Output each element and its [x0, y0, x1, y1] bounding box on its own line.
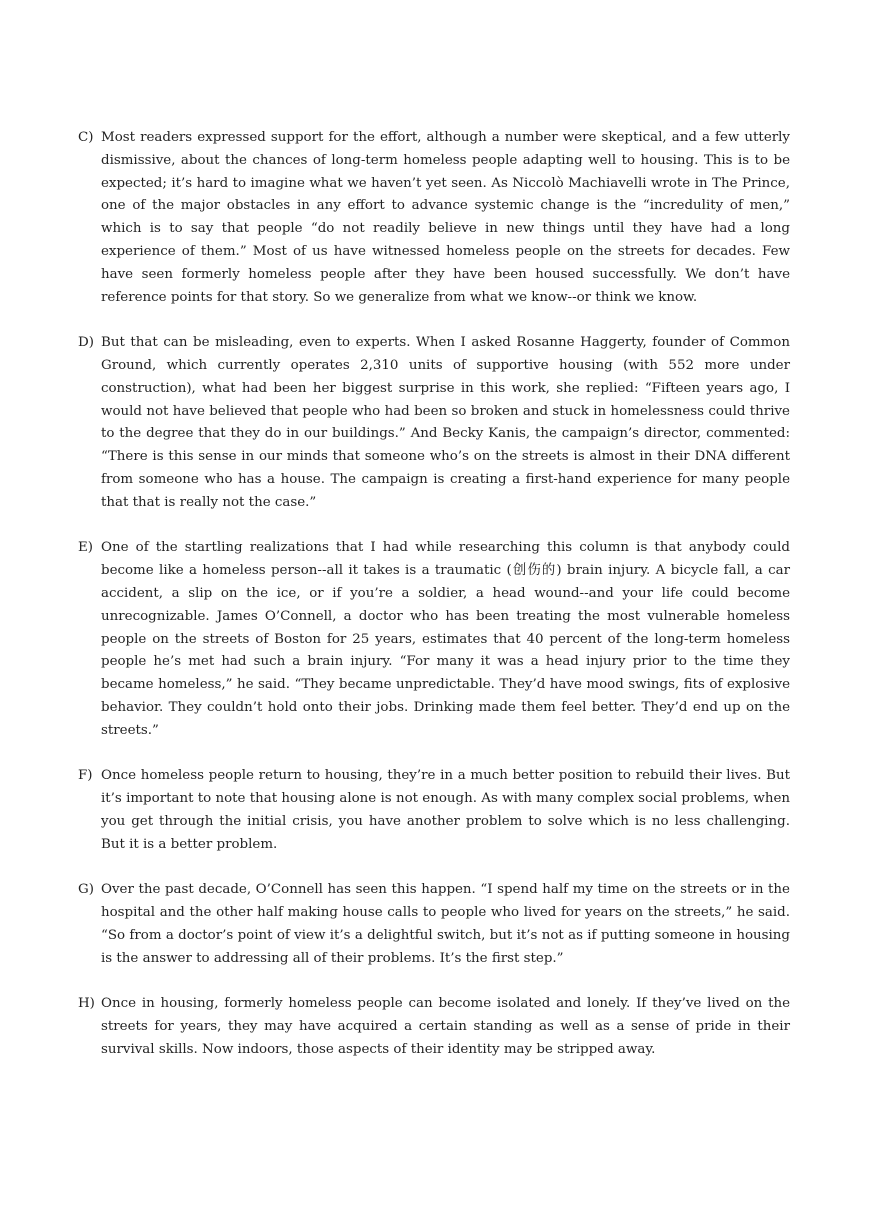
paragraph-text: But that can be misleading, even to experts. When I asked Rosanne Haggerty, founder of Common Ground, which currently operates 2,310 units of supportive housing (with 552 more under construction), what had been her biggest surprise in this work, she replied: “Fifteen years ago, I would not have believed that people who had been so broken and stuck in homelessness could thrive to the degree that they do in our buildings.” And Becky Kanis, the campaign’s director, commented: “There is this sense in our minds that someone who’s on the streets is almost in their DNA different from someone who has a house. The campaign is creating a first-hand experience for many people that that is really not the case.”: [101, 335, 790, 510]
paragraph-h: [78, 993, 790, 1061]
paragraph-label: D): [78, 335, 94, 351]
paragraph-text: Once in housing, formerly homeless people can become isolated and lonely. If they’ve lived on the streets for years, they may have acquired a certain standing as well as a sense of pride in their survival skills. Now indoors, those aspects of their identity may be stripped away.: [101, 996, 790, 1057]
paragraph-text: Once homeless people return to housing, they’re in a much better position to rebuild their lives. But it’s important to note that housing alone is not enough. As with many complex social problems, when you get through the initial crisis, you have another problem to solve which is no less challenging. But it is a better problem.: [101, 768, 790, 852]
paragraph-label: E): [78, 540, 93, 556]
paragraph-label: F): [78, 768, 93, 784]
paragraph-f: [78, 765, 790, 856]
paragraph-d: [78, 332, 790, 514]
paragraph-label: C): [78, 130, 94, 145]
document-body: [78, 127, 790, 1084]
paragraph-c: [78, 127, 790, 309]
paragraph-text: One of the startling realizations that I had while researching this column is that anybody could become like a homeless person--all it takes is a traumatic (创伤的) brain injury. A bicycle fall, a car accident, a slip on the ice, or if you’re a soldier, a head wound--and your life could become unrecognizable. James O’Connell, a doctor who has been treating the most vulnerable homeless people on the streets of Boston for 25 years, estimates that 40 percent of the long-term homeless people he’s met had such a brain injury. “For many it was a head injury prior to the time they became homeless,” he said. “They became unpredictable. They’d have mood swings, fits of explosive behavior. They couldn’t hold onto their jobs. Drinking made them feel better. They’d end up on the streets.”: [101, 540, 790, 738]
paragraph-label: H): [78, 996, 95, 1012]
paragraph-e: [78, 537, 790, 742]
paragraph-text: Most readers expressed support for the effort, although a number were skeptical, and a few utterly dismissive, about the chances of long-term homeless people adapting well to housing. This is to be expected; it’s hard to imagine what we haven’t yet seen. As Niccolò Machiavelli wrote in The Prince, one of the major obstacles in any effort to advance systemic change is the “incredulity of men,” which is to say that people “do not readily believe in new things until they have had a long experience of them.” Most of us have witnessed homeless people on the streets for decades. Few have seen formerly homeless people after they have been housed successfully. We don’t have reference points for that story. So we generalize from what we know--or think we know.: [101, 130, 790, 305]
paragraph-text: Over the past decade, O’Connell has seen this happen. “I spend half my time on the streets or in the hospital and the other half making house calls to people who lived for years on the streets,” he said. “So from a doctor’s point of view it’s a delightful switch, but it’s not as if putting someone in housing is the answer to addressing all of their problems. It’s the first step.”: [101, 882, 790, 966]
paragraph-g: [78, 879, 790, 970]
paragraph-label: G): [78, 882, 94, 898]
